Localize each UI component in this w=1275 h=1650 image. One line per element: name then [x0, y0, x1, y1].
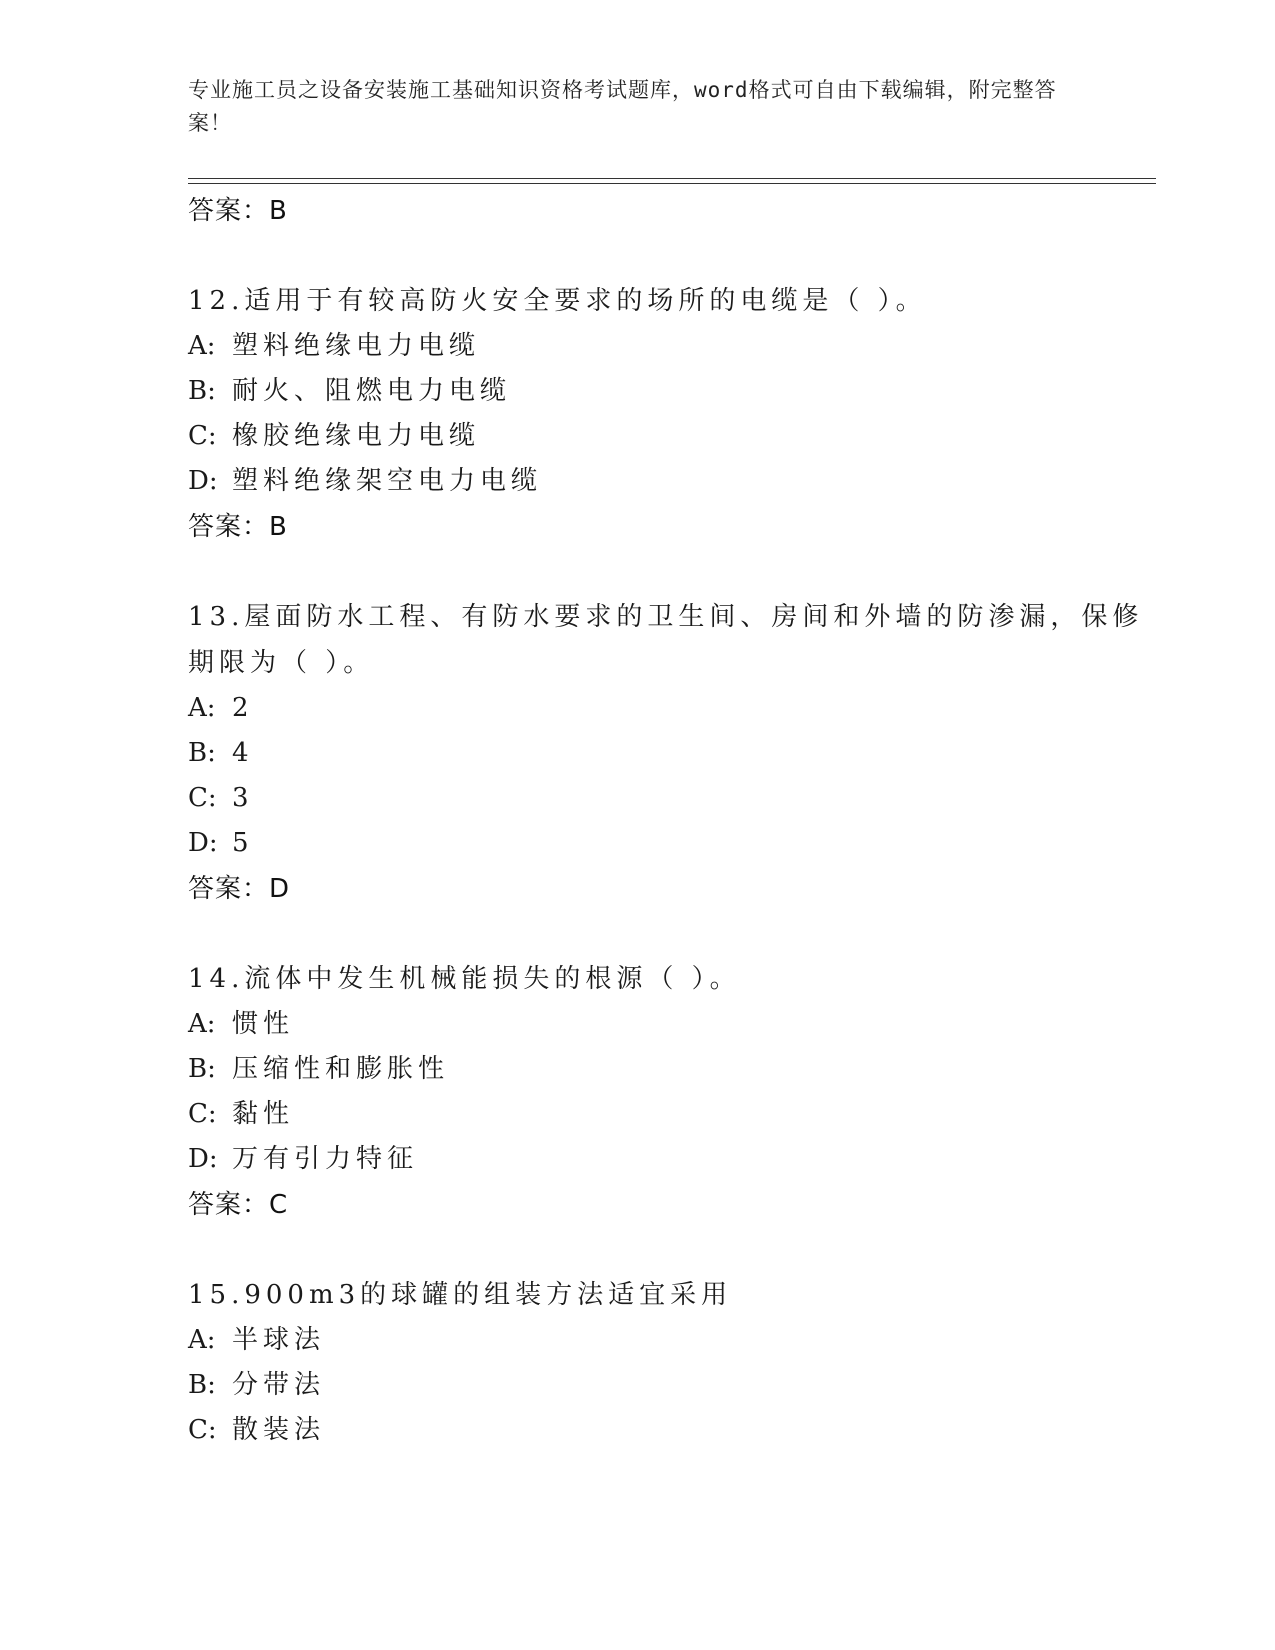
option-c — [188, 414, 1156, 459]
block-spacer — [188, 550, 1156, 594]
option-key: C: — [188, 421, 217, 451]
option-text: 半球法 — [232, 1325, 326, 1355]
answer-line: 答案：B — [188, 512, 288, 542]
option-text: 4 — [232, 738, 254, 768]
option-key: D: — [188, 828, 218, 858]
option-text: 压缩性和膨胀性 — [232, 1054, 450, 1084]
option-key: A: — [188, 1325, 216, 1355]
option-text: 塑料绝缘架空电力电缆 — [232, 466, 543, 496]
option-key: D: — [188, 466, 218, 496]
option-text: 3 — [232, 783, 254, 813]
option-text: 惯性 — [232, 1009, 295, 1039]
header-divider-top — [188, 178, 1156, 179]
option-text: 万有引力特征 — [232, 1144, 419, 1174]
option-key: A: — [188, 1009, 216, 1039]
option-text: 2 — [232, 693, 254, 723]
header-divider-bottom — [188, 183, 1156, 184]
block-spacer — [188, 234, 1156, 278]
question-text: 13.屋面防水工程、有防水要求的卫生间、房间和外墙的防渗漏，保修期限为（ ）。 — [188, 602, 1144, 678]
option-a — [188, 1318, 1156, 1363]
question-text: 14.流体中发生机械能损失的根源（ ）。 — [188, 964, 741, 994]
question-text: 12.适用于有较高防火安全要求的场所的电缆是（ ）。 — [188, 286, 927, 316]
answer-line: 答案：D — [188, 874, 291, 904]
option-key: B: — [188, 1054, 216, 1084]
option-c — [188, 776, 1156, 821]
option-key: C: — [188, 1099, 217, 1129]
option-key: D: — [188, 1144, 218, 1174]
option-text: 塑料绝缘电力电缆 — [232, 331, 481, 361]
option-key: B: — [188, 738, 216, 768]
option-key: A: — [188, 331, 216, 361]
option-b — [188, 1363, 1156, 1408]
question-list — [188, 188, 1156, 1453]
option-d — [188, 459, 1156, 504]
answer-line: 答案：C — [188, 1190, 289, 1220]
option-d — [188, 1137, 1156, 1182]
option-text: 分带法 — [232, 1370, 326, 1400]
option-key: B: — [188, 1370, 216, 1400]
option-text: 散装法 — [232, 1415, 326, 1445]
option-c — [188, 1092, 1156, 1137]
block-spacer — [188, 1228, 1156, 1272]
document-header: 专业施工员之设备安装施工基础知识资格考试题库，word格式可自由下载编辑，附完整答案！ — [188, 78, 1057, 135]
question-text: 15.900m3的球罐的组装方法适宜采用 — [188, 1280, 733, 1310]
option-key: B: — [188, 376, 216, 406]
option-c — [188, 1408, 1156, 1453]
option-text: 橡胶绝缘电力电缆 — [232, 421, 481, 451]
answer-line: 答案：B — [188, 196, 288, 226]
option-text: 黏性 — [232, 1099, 295, 1129]
option-key: A: — [188, 693, 216, 723]
option-b — [188, 369, 1156, 414]
option-d — [188, 821, 1156, 866]
option-key: C: — [188, 783, 217, 813]
option-a — [188, 686, 1156, 731]
option-a — [188, 324, 1156, 369]
option-key: C: — [188, 1415, 217, 1445]
block-spacer — [188, 912, 1156, 956]
option-a — [188, 1002, 1156, 1047]
option-text: 耐火、阻燃电力电缆 — [232, 376, 512, 406]
option-b — [188, 1047, 1156, 1092]
option-b — [188, 731, 1156, 776]
option-text: 5 — [232, 828, 254, 858]
